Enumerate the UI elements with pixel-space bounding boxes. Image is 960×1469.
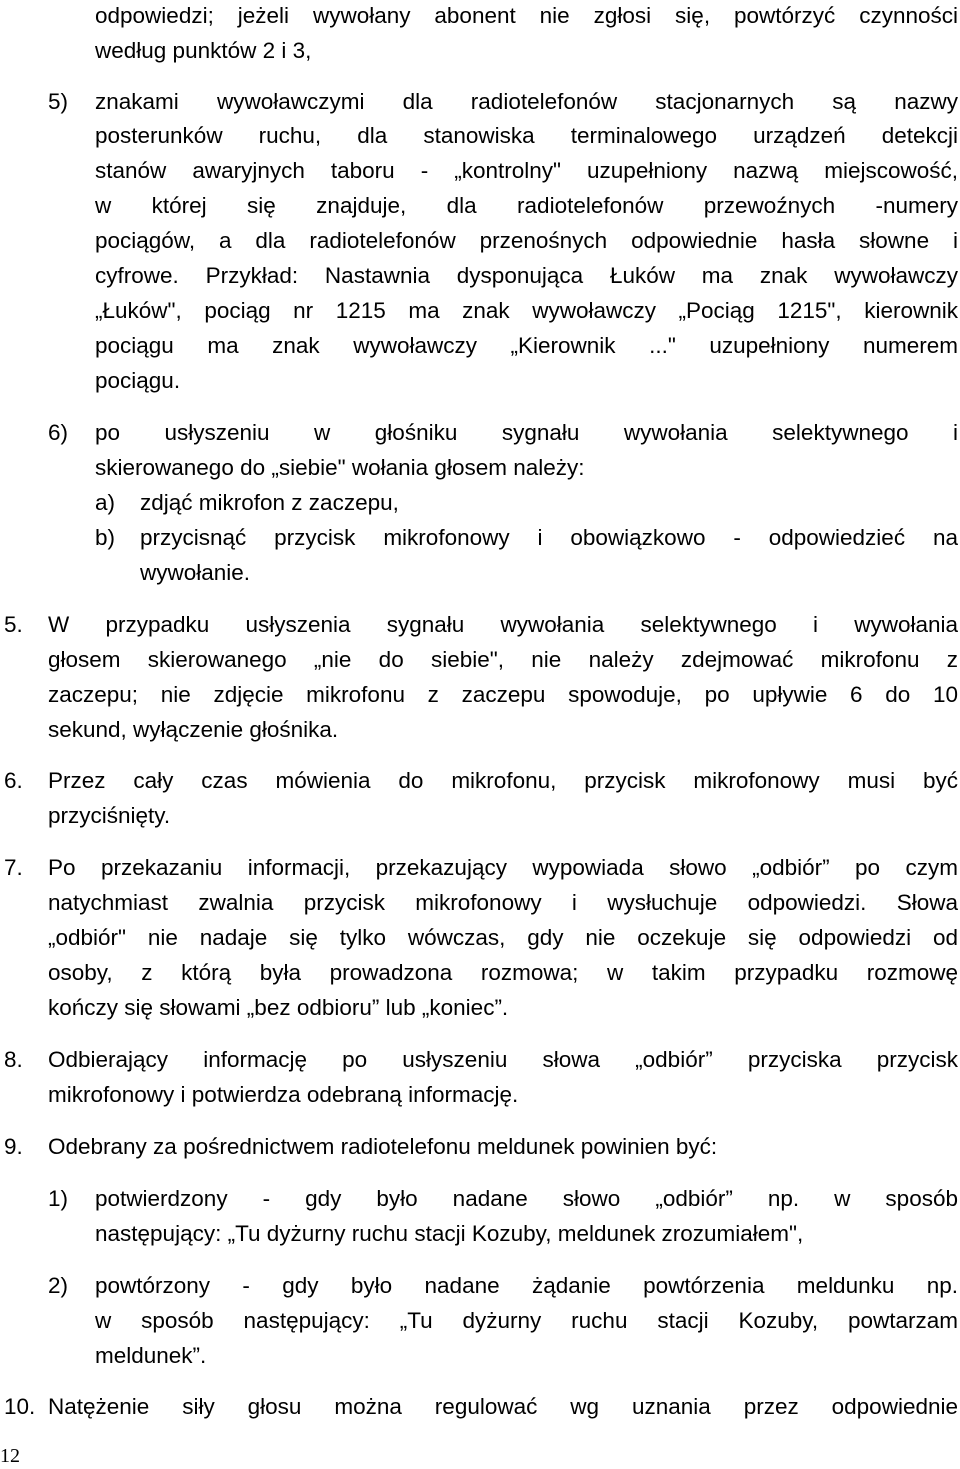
list-item-number: 1): [48, 1186, 69, 1211]
paragraph-line: Po przekazaniu informacji, przekazujący wypowiada słowo „odbiór” po czym: [48, 855, 958, 880]
section-number: 5.: [4, 612, 23, 637]
paragraph-line: kończy się słowami „bez odbioru” lub „koniec”.: [48, 995, 509, 1020]
paragraph-line: potwierdzony - gdy było nadane słowo „odbiór” np. w sposób: [95, 1186, 958, 1211]
paragraph-line: po usłyszeniu w głośniku sygnału wywołania selektywnego i: [95, 420, 958, 445]
list-item-number: 2): [48, 1273, 69, 1298]
paragraph-line: Odebrany za pośrednictwem radiotelefonu meldunek powinien być:: [48, 1134, 718, 1159]
paragraph-line: sekund, wyłączenie głośnika.: [48, 717, 339, 742]
paragraph-line: „Łuków", pociąg nr 1215 ma znak wywoławczy „Pociąg 1215", kierownik: [95, 298, 958, 323]
sub-item-text: wywołanie.: [140, 560, 251, 585]
list-item-number: 6): [48, 420, 69, 445]
paragraph-line: pociągów, a dla radiotelefonów przenośnych odpowiednie hasła słowne i: [95, 228, 958, 253]
paragraph-line: Natężenie siły głosu można regulować wg uznania przez odpowiednie: [48, 1394, 958, 1419]
paragraph-line: „odbiór" nie nadaje się tylko wówczas, gdy nie oczekuje się odpowiedzi od: [48, 925, 958, 950]
paragraph-line: posterunków ruchu, dla stanowiska terminalowego urządzeń detekcji: [95, 123, 958, 148]
page-number: 12: [0, 1445, 20, 1467]
sub-item-text: zdjąć mikrofon z zaczepu,: [140, 490, 399, 515]
paragraph-line: W przypadku usłyszenia sygnału wywołania selektywnego i wywołania: [48, 612, 958, 637]
paragraph-line: głosem skierowanego „nie do siebie", nie należy zdejmować mikrofonu z: [48, 647, 958, 672]
paragraph-line: pociągu.: [95, 368, 181, 393]
section-number: 9.: [4, 1134, 23, 1159]
paragraph-line: osoby, z którą była prowadzona rozmowa; w takim przypadku rozmowę: [48, 960, 958, 985]
paragraph-line: natychmiast zwalnia przycisk mikrofonowy i wysłuchuje odpowiedzi. Słowa: [48, 890, 958, 915]
section-number: 6.: [4, 768, 23, 793]
paragraph-line: następujący: „Tu dyżurny ruchu stacji Kozuby, meldunek zrozumiałem",: [95, 1221, 804, 1246]
section-number: 7.: [4, 855, 23, 880]
sub-item-text: przycisnąć przycisk mikrofonowy i obowiązkowo - odpowiedzieć na: [140, 525, 958, 550]
section-number: 10.: [4, 1394, 36, 1419]
paragraph-line: mikrofonowy i potwierdza odebraną informację.: [48, 1082, 519, 1107]
continuation-line: według punktów 2 i 3,: [95, 38, 312, 63]
paragraph-line: cyfrowe. Przykład: Nastawnia dysponująca Łuków ma znak wywoławczy: [95, 263, 958, 288]
paragraph-line: meldunek”.: [95, 1343, 207, 1368]
sub-item-label: a): [95, 490, 116, 515]
paragraph-line: stanów awaryjnych taboru - „kontrolny" uzupełniony nazwą miejscowość,: [95, 158, 958, 183]
paragraph-line: Przez cały czas mówienia do mikrofonu, przycisk mikrofonowy musi być: [48, 768, 958, 793]
section-number: 8.: [4, 1047, 23, 1072]
sub-item-label: b): [95, 525, 116, 550]
paragraph-line: pociągu ma znak wywoławczy „Kierownik ..." uzupełniony numerem: [95, 333, 958, 358]
paragraph-line: skierowanego do „siebie" wołania głosem należy:: [95, 455, 585, 480]
continuation-line: odpowiedzi; jeżeli wywołany abonent nie zgłosi się, powtórzyć czynności: [95, 3, 958, 28]
paragraph-line: w której się znajduje, dla radiotelefonów przewoźnych -numery: [95, 193, 958, 218]
paragraph-line: powtórzony - gdy było nadane żądanie powtórzenia meldunku np.: [95, 1273, 958, 1298]
paragraph-line: znakami wywoławczymi dla radiotelefonów stacjonarnych są nazwy: [95, 89, 958, 114]
list-item-number: 5): [48, 89, 69, 114]
paragraph-line: Odbierający informację po usłyszeniu słowa „odbiór” przyciska przycisk: [48, 1047, 958, 1072]
paragraph-line: zaczepu; nie zdjęcie mikrofonu z zaczepu spowoduje, po upływie 6 do 10: [48, 682, 958, 707]
paragraph-line: przyciśnięty.: [48, 803, 171, 828]
paragraph-line: w sposób następujący: „Tu dyżurny ruchu stacji Kozuby, powtarzam: [95, 1308, 958, 1333]
